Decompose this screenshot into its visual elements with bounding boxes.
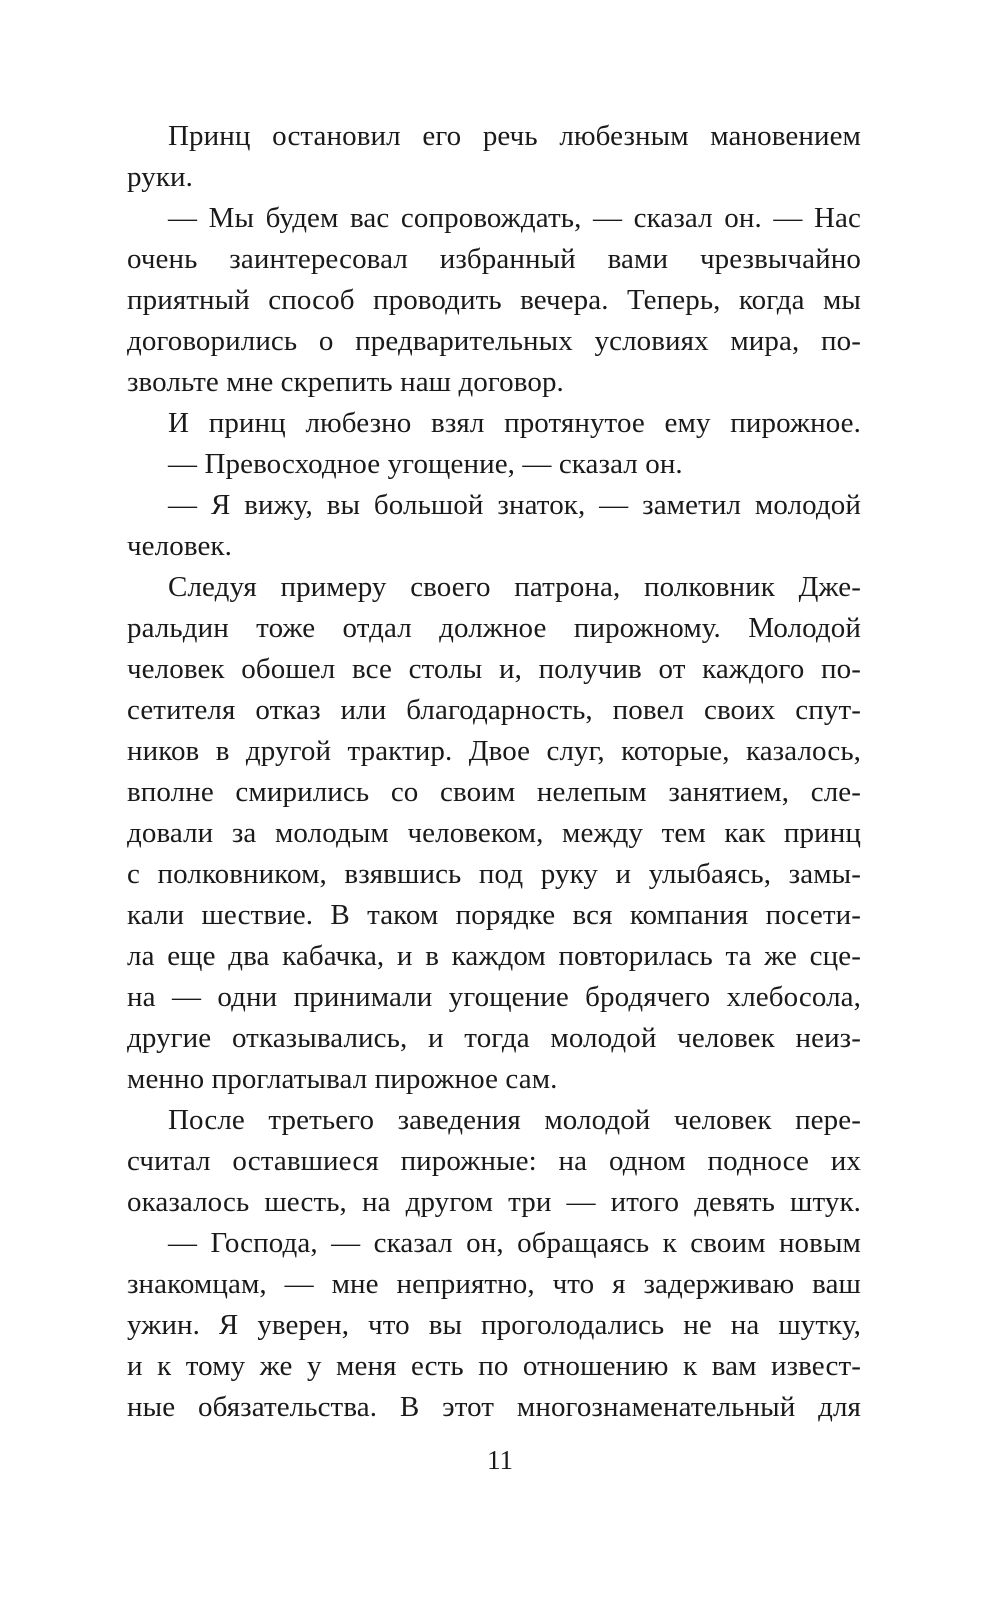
text-line: знакомцам, — мне неприятно, что я задерживаю ваш bbox=[127, 1268, 861, 1300]
text-line: приятный способ проводить вечера. Теперь, когда мы bbox=[127, 284, 861, 316]
text-line: и к тому же у меня есть по отношению к вам извест- bbox=[127, 1350, 861, 1382]
text-line: руки. bbox=[127, 161, 193, 193]
text-line: оказалось шесть, на другом три — итого девять штук. bbox=[127, 1186, 861, 1218]
text-line: звольте мне скрепить наш договор. bbox=[127, 366, 564, 398]
text-line: сетителя отказ или благодарность, повел своих спут- bbox=[127, 694, 861, 726]
text-line: — Мы будем вас сопровождать, — сказал он. — Нас bbox=[168, 202, 861, 234]
text-line: — Превосходное угощение, — сказал он. bbox=[168, 448, 683, 480]
text-line: кали шествие. В таком порядке вся компания посети- bbox=[127, 899, 861, 931]
text-line: ральдин тоже отдал должное пирожному. Молодой bbox=[127, 612, 861, 644]
text-line: — Я вижу, вы большой знаток, — заметил молодой bbox=[168, 489, 861, 521]
page-number: 11 bbox=[487, 1445, 513, 1475]
text-line: считал оставшиеся пирожные: на одном подносе их bbox=[127, 1145, 861, 1177]
text-line: с полковником, взявшись под руку и улыбаясь, замы- bbox=[127, 858, 861, 890]
text-line: человек. bbox=[127, 530, 232, 562]
text-line: Следуя примеру своего патрона, полковник Дже- bbox=[168, 571, 861, 603]
text-line: человек обошел все столы и, получив от каждого по- bbox=[127, 653, 861, 685]
text-line: очень заинтересовал избранный вами чрезвычайно bbox=[127, 243, 861, 275]
text-line: ные обязательства. В этот многознаменательный для bbox=[127, 1391, 861, 1423]
text-line: ла еще два кабачка, и в каждом повторилась та же сце- bbox=[127, 940, 861, 972]
text-line: — Господа, — сказал он, обращаясь к своим новым bbox=[168, 1227, 861, 1259]
text-line: менно проглатывал пирожное сам. bbox=[127, 1063, 558, 1095]
text-line: И принц любезно взял протянутое ему пирожное. bbox=[168, 407, 861, 439]
text-line: ников в другой трактир. Двое слуг, которые, казалось, bbox=[127, 735, 861, 767]
text-line: договорились о предварительных условиях мира, по- bbox=[127, 325, 861, 357]
text-line: на — одни принимали угощение бродячего хлебосола, bbox=[127, 981, 861, 1013]
text-line: довали за молодым человеком, между тем как принц bbox=[127, 817, 861, 849]
body-text bbox=[127, 116, 861, 1428]
text-line: Принц остановил его речь любезным мановением bbox=[168, 120, 861, 152]
text-line: вполне смирились со своим нелепым занятием, сле- bbox=[127, 776, 861, 808]
text-line: ужин. Я уверен, что вы проголодались не на шутку, bbox=[127, 1309, 861, 1341]
text-line: После третьего заведения молодой человек пере- bbox=[168, 1104, 861, 1136]
text-line: другие отказывались, и тогда молодой человек неиз- bbox=[127, 1022, 861, 1054]
